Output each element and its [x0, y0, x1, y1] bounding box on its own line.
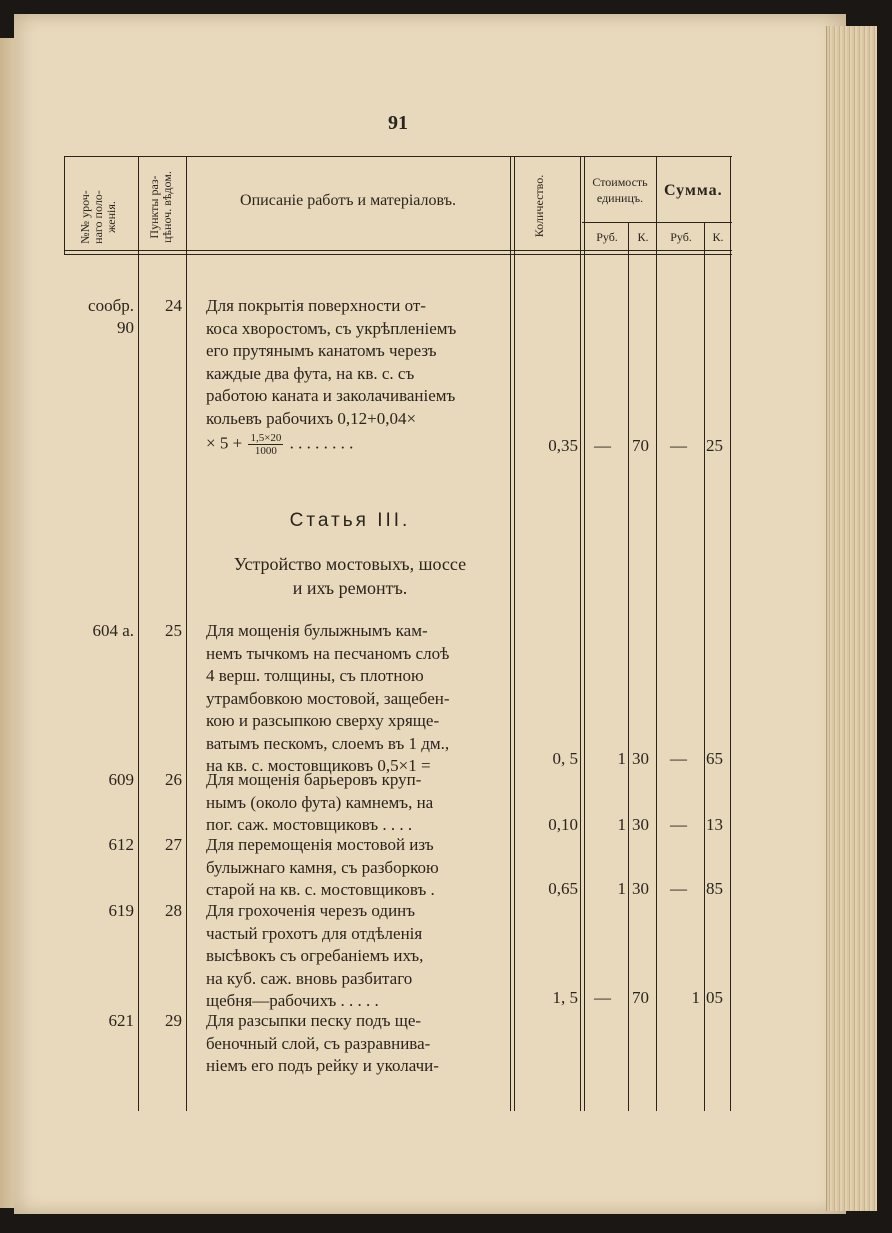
desc-line: на куб. саж. вновь разбитаго	[206, 968, 413, 988]
row-kop: 30	[632, 749, 649, 768]
desc-line: частый грохотъ для отдѣленія	[206, 923, 423, 943]
header-col-desc: Описаніе работъ и матеріаловъ.	[240, 192, 456, 209]
desc-line: ніемъ его подъ рейку и уколачи-	[206, 1056, 439, 1075]
desc-line: пог. саж. мостовщиковъ . . . .	[206, 815, 413, 834]
row-qty: 0,10	[548, 815, 578, 834]
row-description	[206, 620, 498, 778]
col-border	[656, 156, 657, 1111]
row-point: 29	[165, 1011, 182, 1030]
desc-line: 4 верш. толщины, съ плотною	[206, 666, 424, 685]
row-description	[206, 769, 498, 837]
row-sum-kop: 85	[706, 879, 723, 898]
header-rub-sum: Руб.	[670, 230, 692, 244]
header-col-qty: Количество.	[532, 174, 546, 238]
desc-line: Для мощенія булыжнымъ кам-	[206, 621, 428, 640]
row-sum-kop: 65	[706, 749, 723, 768]
desc-line: каждые два фута, на кв. с. съ	[206, 363, 415, 383]
row-no: 612	[108, 835, 134, 854]
desc-line: старой на кв. с. мостовщиковъ .	[206, 880, 435, 899]
row-no: 621	[108, 1011, 134, 1030]
desc-line: беночный слой, съ разравнива-	[206, 1033, 431, 1053]
col-border	[514, 156, 515, 1111]
row-no: сообр.	[88, 296, 134, 315]
formula-prefix: × 5 +	[206, 433, 243, 453]
row-rub: 1	[617, 815, 626, 834]
desc-line: Для перемощенія мостовой изъ	[206, 835, 434, 854]
col-border	[628, 222, 629, 1111]
row-kop: 30	[632, 815, 649, 834]
table-top-rule	[64, 156, 732, 157]
desc-line: на кв. с. мостовщиковъ 0,5×1 =	[206, 756, 431, 775]
formula-dots: . . . . . . . .	[289, 433, 354, 453]
row-rub: —	[594, 436, 611, 455]
col-border	[580, 156, 581, 1111]
col-border	[730, 156, 731, 1111]
header-bottom-rule	[64, 250, 732, 251]
article-subtitle-1: Устройство мостовыхъ, шоссе	[233, 554, 467, 574]
header-col-sum: Сумма.	[664, 182, 723, 199]
formula-line	[206, 432, 498, 457]
header-col-points: Пункты раз- цѣноч. вѣдом.	[147, 171, 174, 243]
row-qty: 0,35	[548, 436, 578, 455]
desc-line: работою каната и заколачиваніемъ	[206, 386, 456, 405]
row-point: 26	[165, 770, 182, 789]
header-col-no: №№ уроч- наго поло- женія.	[78, 190, 118, 244]
row-kop: 30	[632, 879, 649, 898]
row-qty: 0, 5	[552, 749, 578, 768]
desc-line: высѣвокъ съ огребаніемъ ихъ,	[206, 946, 424, 965]
header-col-unit-cost: Стоимость единицъ.	[592, 175, 648, 205]
row-kop: 70	[632, 436, 649, 455]
col-border	[138, 156, 139, 1111]
row-point: 24	[165, 296, 182, 315]
page-edges	[826, 26, 877, 1211]
col-border	[584, 156, 585, 1111]
row-no: 604 а.	[92, 621, 134, 640]
row-description	[206, 295, 498, 457]
row-sum-kop: 13	[706, 815, 723, 834]
row-kop: 70	[632, 988, 649, 1007]
col-border	[186, 156, 187, 1111]
row-no: 90	[117, 318, 134, 337]
article-subtitle-2: и ихъ ремонтъ.	[292, 578, 408, 598]
desc-line: щебня—рабочихъ . . . . .	[206, 991, 379, 1010]
row-point: 28	[165, 901, 182, 920]
desc-line: кою и разсыпкою сверху хряще-	[206, 711, 440, 730]
row-sum-rub: —	[670, 436, 687, 455]
desc-line: немъ тычкомъ на песчаномъ слоѣ	[206, 643, 450, 663]
page-number: 91	[388, 112, 408, 134]
desc-line: ватымъ пескомъ, слоемъ въ 1 дм.,	[206, 733, 450, 753]
header-kop-sum: К.	[712, 230, 724, 244]
row-sum-rub: —	[670, 749, 687, 768]
row-sum-kop: 05	[706, 988, 723, 1007]
fraction-numerator: 1,5×20	[250, 432, 282, 444]
row-rub: —	[594, 988, 611, 1007]
col-border	[64, 156, 65, 254]
row-no: 619	[108, 901, 134, 920]
desc-line: коса хворостомъ, съ укрѣпленіемъ	[206, 318, 457, 338]
header-kop: К.	[637, 230, 649, 244]
col-border	[510, 156, 511, 1111]
desc-line: Для разсыпки песку подъ ще-	[206, 1011, 422, 1030]
desc-line: нымъ (около фута) камнемъ, на	[206, 792, 434, 812]
fraction-denominator: 1000	[254, 445, 277, 457]
formula-fraction	[248, 432, 283, 457]
row-sum-rub: 1	[691, 988, 700, 1007]
row-sum-rub: —	[670, 815, 687, 834]
row-rub: 1	[617, 879, 626, 898]
row-description	[206, 900, 498, 1013]
row-description	[206, 834, 498, 902]
desc-line: его прутянымъ канатомъ черезъ	[206, 341, 437, 360]
row-qty: 1, 5	[552, 988, 578, 1007]
desc-line: Для мощенія барьеровъ круп-	[206, 770, 422, 789]
row-description	[206, 1010, 498, 1078]
row-sum-kop: 25	[706, 436, 723, 455]
row-rub: 1	[617, 749, 626, 768]
article-title: Статья III.	[289, 510, 411, 531]
row-sum-rub: —	[670, 879, 687, 898]
header-rub: Руб.	[596, 230, 618, 244]
col-border	[704, 222, 705, 1111]
desc-line: булыжнаго камня, съ разборкою	[206, 857, 439, 877]
row-qty: 0,65	[548, 879, 578, 898]
row-point: 27	[165, 835, 182, 854]
desc-line: Для покрытія поверхности от-	[206, 296, 426, 315]
desc-line: утрамбовкою мостовой, защебен-	[206, 688, 450, 708]
desc-line: кольевъ рабочихъ 0,12+0,04×	[206, 408, 417, 428]
desc-line: Для грохоченія черезъ одинъ	[206, 901, 416, 920]
header-bottom-rule-2	[64, 254, 732, 255]
row-point: 25	[165, 621, 182, 640]
row-no: 609	[108, 770, 134, 789]
